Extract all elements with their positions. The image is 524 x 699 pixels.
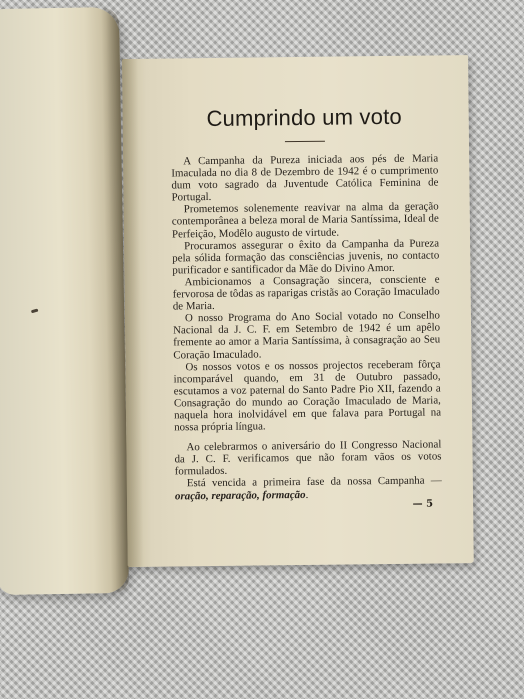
paragraph-6: Os nossos votos e os nossos projectos receberam fôrça incomparável quando, em 31 de Outubro passado, escutamos a voz paternal do Santo Padre Pio XII, fazendo a Consagração do mundo ao Coração Imaculado de Maria, naquela hora inolvidável em que falava para Portugal na nossa própria língua. <box>173 358 442 434</box>
small-ink-mark <box>31 309 39 314</box>
title-divider <box>284 141 324 142</box>
paragraph-1: A Campanha da Pureza iniciada aos pés de Maria Imaculada no dia 8 de Dezembro de 1942 é o cumprimento dum voto sagrado da Juventude Católica Feminina de Portugal. <box>171 152 439 204</box>
paragraph-5: O nosso Programa do Ano Social votado no Conselho Nacional da J. C. F. em Setembro de 1942 é um apêlo fremente ao amor a Maria Santíssima, à consagração ao Seu Coração Imaculado. <box>173 309 441 361</box>
final-paragraph-lead: Está vencida a primeira fase da nossa Campanha — <box>186 474 442 490</box>
page-title: Cumprindo um voto <box>206 103 402 132</box>
article-body <box>171 152 442 502</box>
final-paragraph-end: . <box>305 488 309 501</box>
final-paragraph-emphasis: oração, reparação, formação <box>174 488 306 502</box>
paragraph-4: Ambicionamos a Consagração sincera, consciente e fervorosa de tôdas as raparigas cristãs ao Coração Imaculado de Maria. <box>172 273 440 313</box>
page-content <box>171 103 442 502</box>
paragraph-3: Procuramos assegurar o êxito da Campanha da Pureza pela sólida formação das consciências juvenis, no contacto purificador e santificador da Mãe do Divino Amor. <box>172 237 440 277</box>
page-number: — 5 <box>412 498 434 510</box>
left-book-page <box>0 7 129 595</box>
paragraph-8 <box>175 475 442 502</box>
paragraph-2: Prometemos solenemente reavivar na alma da geração contemporânea a beleza moral de Maria Santíssima, Ideal de Perfeição, Modêlo augusto de virtude. <box>171 200 439 241</box>
paragraph-7: Ao celebrarmos o aniversário do II Congresso Nacional da J. C. F. verificamos que não foram vãos os votos formulados. <box>174 438 442 478</box>
right-book-page <box>122 55 474 567</box>
